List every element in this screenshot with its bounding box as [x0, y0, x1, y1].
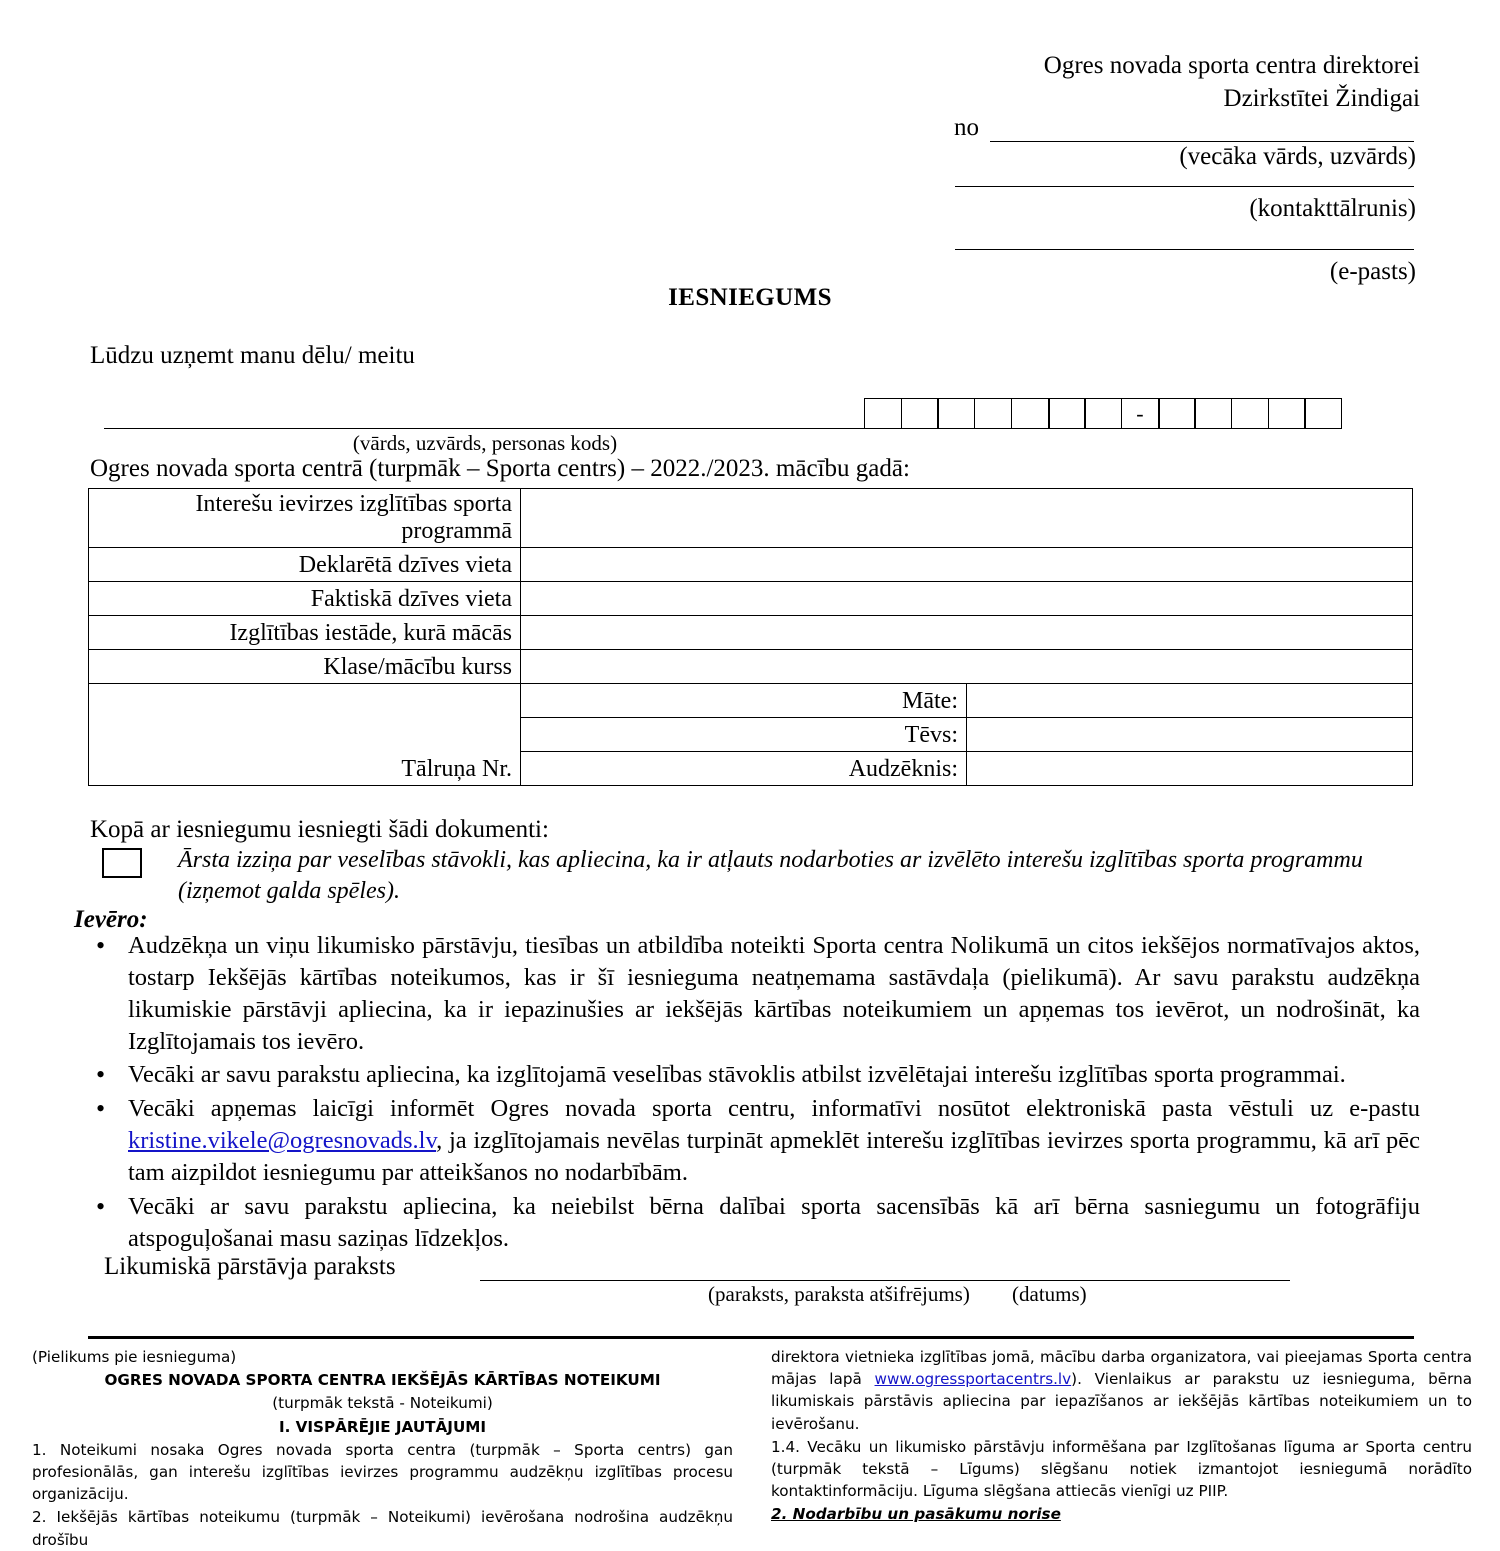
rules-paragraph-continued: [771, 1346, 1472, 1435]
signature-label: Likumiskā pārstāvja paraksts: [104, 1253, 396, 1280]
sports-centre-website-link[interactable]: www.ogressportacentrs.lv: [874, 1370, 1072, 1389]
personal-code-cell[interactable]: [901, 398, 939, 429]
table-row: [89, 548, 1413, 582]
personal-code-cell[interactable]: [1048, 398, 1086, 429]
personal-code-boxes[interactable]: [864, 398, 1342, 429]
personal-code-cell[interactable]: -: [1121, 398, 1159, 429]
contact-email-link[interactable]: kristine.vikele@ogresnovads.lv: [128, 1127, 437, 1155]
table-row-value[interactable]: [521, 582, 1413, 616]
personal-code-cell[interactable]: [1194, 398, 1232, 429]
request-line: Lūdzu uzņemt manu dēlu/ meitu: [90, 342, 415, 369]
table-row: [89, 616, 1413, 650]
phone-row-value[interactable]: [967, 752, 1413, 786]
rules-paragraph-2: 2. Iekšējās kārtības noteikumu (turpmāk – Noteikumi) ievērošana nodrošina audzēkņu drošību: [32, 1508, 733, 1549]
footer-region: [32, 1346, 1472, 1549]
personal-code-cell[interactable]: [974, 398, 1012, 429]
table-row-label: Izglītības iestāde, kurā mācās: [89, 616, 521, 650]
medical-certificate-checkbox[interactable]: [102, 848, 142, 878]
parent-name-caption: (vecāka vārds, uzvārds): [1179, 143, 1416, 170]
medical-certificate-label: Ārsta izziņa par veselības stāvokli, kas apliecina, ka ir atļauts nodarboties ar izvēlēto interešu izglītības sporta programmu (izņemot galda spēles).: [178, 847, 1363, 905]
phone-row-value[interactable]: [967, 684, 1413, 718]
addressee-line-1: Ogres novada sporta centra direktorei: [1043, 52, 1420, 79]
notice-bullet-text-after: , ja izglītojamais nevēlas turpināt apmeklēt interešu izglītības ievirzes sporta programmu, kā arī pēc tam aizpildot iesniegumu par atteikšanos no nodarbībām.: [128, 1127, 1420, 1186]
child-name-caption: (vārds, uzvārds, personas kods): [352, 431, 618, 455]
footer-divider: [88, 1336, 1414, 1339]
notice-bullet: • Vecāki ar savu parakstu apliecina, ka neiebilst bērna dalībai sporta sacensībās kā arī bērna sasniegumu un fotogrāfiju atspoguļošanai masu saziņas līdzekļos.: [90, 1191, 1420, 1255]
personal-code-cell[interactable]: [937, 398, 975, 429]
rules-title: OGRES NOVADA SPORTA CENTRA IEKŠĒJĀS KĀRTĪBAS NOTEIKUMI: [104, 1371, 661, 1390]
signature-caption: (paraksts, paraksta atšifrējums): [708, 1282, 970, 1306]
rules-paragraph-1-4: 1.4. Vecāku un likumisko pārstāvju informēšana par Izglītošanas līguma ar Sporta centru (turpmāk tekstā – Līgums) slēgšanu notiek izmantojot iesniegumā norādīto kontaktinformāciju. Līguma slēgšana attiecās vienīgi uz PIIP.: [771, 1437, 1472, 1501]
personal-code-cell[interactable]: [1011, 398, 1049, 429]
table-row: [89, 489, 1413, 548]
personal-code-cell[interactable]: [1158, 398, 1196, 429]
notice-bullet-text-before: Vecāki apņemas laicīgi informēt Ogres novada sporta centru, informatīvi nosūtot elektroniskā pasta vēstuli uz e-pastu: [128, 1095, 1420, 1123]
notice-bullet: • Vecāki ar savu parakstu apliecina, ka izglītojamā veselības stāvoklis atbilst izvēlētajai interešu izglītības sporta programmai.: [90, 1059, 1420, 1091]
table-row: [89, 650, 1413, 684]
notice-heading: Ievēro:: [74, 906, 148, 933]
rules-cont-after: ). Vienlaikus ar parakstu uz iesnieguma, bērna likumiskais pārstāvis apliecina par iepazīšanos ar iekšējās kārtības noteikumiem un to ievērošanu.: [771, 1370, 1472, 1433]
annex-note: (Pielikums pie iesnieguma): [32, 1348, 237, 1366]
notice-bullet: • Audzēkņa un viņu likumisko pārstāvju, tiesības un atbildība noteikti Sporta centra Nolikumā un citos iekšējos normatīvajos aktos, tostarp Iekšējās kārtības noteikumos, kas ir šī iesnieguma neatņemama sastāvdaļa (pielikumā). Ar savu parakstu audzēkņa likumiskie pārstāvji apliecina, ka ir iepazinušies ar iekšējās kārtības noteikumiem un apņemas tos ievērot, un nodrošināt, ka Izglītojamais tos ievēro.: [90, 930, 1420, 1057]
documents-heading: Kopā ar iesniegumu iesniegti šādi dokumenti:: [90, 816, 549, 843]
contact-phone-caption: (kontakttālrunis): [1249, 195, 1416, 222]
table-row-value[interactable]: [521, 616, 1413, 650]
personal-code-cell[interactable]: [1268, 398, 1306, 429]
personal-code-cell[interactable]: [1231, 398, 1269, 429]
rules-section-2-heading: 2. Nodarbību un pasākumu norise: [771, 1505, 1061, 1524]
contact-email-caption: (e-pasts): [1329, 258, 1416, 285]
table-row-label: Interešu ievirzes izglītības sporta programmā: [89, 489, 521, 548]
date-caption: (datums): [1012, 1282, 1087, 1306]
signature-rule[interactable]: [480, 1280, 1290, 1281]
addressee-line-2: Dzirkstītei Žindigai: [1223, 84, 1420, 112]
table-row-label: Deklarētā dzīves vieta: [89, 548, 521, 582]
personal-code-cell[interactable]: [1304, 398, 1342, 429]
footer-right-column: [771, 1346, 1472, 1524]
school-year-line: Ogres novada sporta centrā (turpmāk – Sporta centrs) – 2022./2023. mācību gadā:: [90, 455, 910, 482]
personal-code-cell[interactable]: [1084, 398, 1122, 429]
table-row-value[interactable]: [521, 650, 1413, 684]
table-row: [89, 582, 1413, 616]
phone-row-value[interactable]: [967, 718, 1413, 752]
table-row-label: Klase/mācību kurss: [89, 650, 521, 684]
table-row-label: Faktiskā dzīves vieta: [89, 582, 521, 616]
table-row-value[interactable]: [521, 548, 1413, 582]
table-row: [89, 684, 1413, 718]
addressee-block: [950, 50, 1420, 115]
contact-email-rule[interactable]: [955, 249, 1414, 250]
rules-paragraph-1: 1. Noteikumi nosaka Ogres novada sporta centra (turpmāk – Sporta centrs) gan profesionālās, gan interešu izglītības ievirzes programmu audzēkņu izglītības procesu organizāciju.: [32, 1440, 733, 1504]
rules-subtitle: (turpmāk tekstā - Noteikumi): [272, 1394, 493, 1413]
phone-row-label: Tēvs:: [521, 718, 967, 752]
parent-name-rule[interactable]: [990, 141, 1414, 142]
table-row-value[interactable]: [521, 489, 1413, 548]
application-table: [88, 488, 1413, 786]
contact-phone-rule[interactable]: [955, 186, 1414, 187]
phone-group-label: Tālruņa Nr.: [89, 684, 521, 786]
personal-code-cell[interactable]: [864, 398, 902, 429]
page-title: IESNIEGUMS: [668, 284, 832, 311]
child-name-rule[interactable]: [104, 428, 866, 429]
phone-row-label: Māte:: [521, 684, 967, 718]
phone-row-label: Audzēknis:: [521, 752, 967, 786]
rules-cont-before: direktora vietnieka izglītības jomā, mācību darba organizatora, vai pieejamas Sporta centra mājas lapā: [771, 1348, 1472, 1389]
notice-bullet: [90, 1093, 1420, 1189]
notice-bullet-list: [90, 930, 1420, 1256]
footer-left-column: [32, 1346, 733, 1549]
rules-section-heading: I. VISPĀRĒJIE JAUTĀJUMI: [278, 1417, 487, 1436]
from-label: no: [954, 114, 979, 141]
